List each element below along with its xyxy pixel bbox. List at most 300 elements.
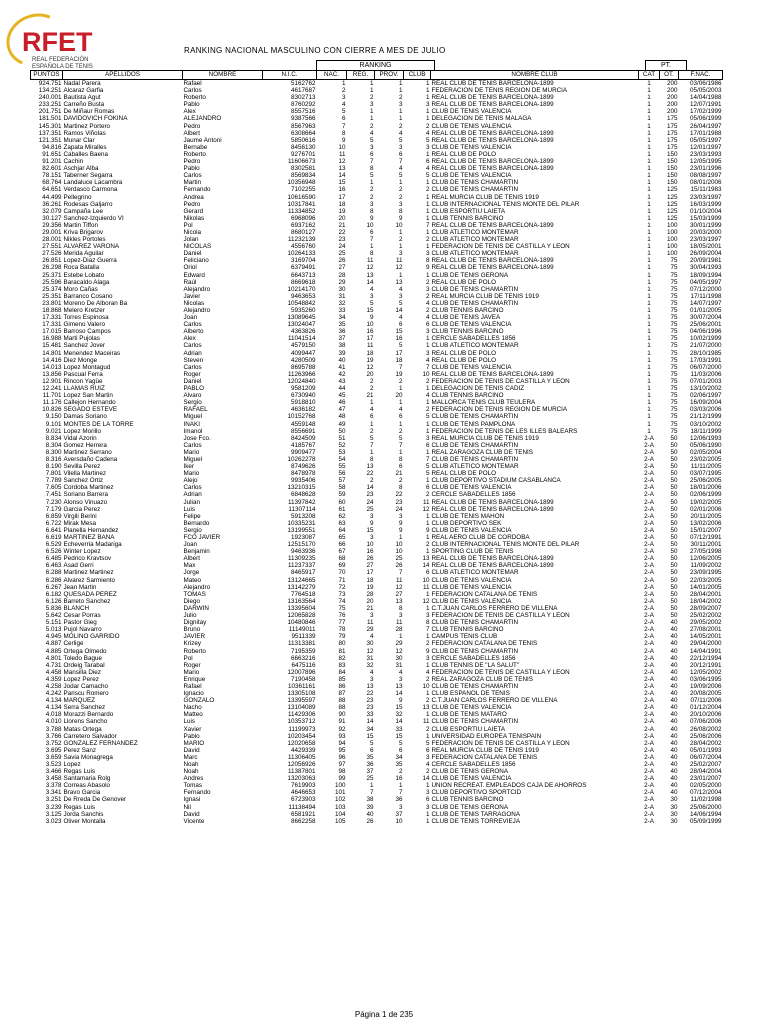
cell-club: 2 [425, 406, 430, 414]
table-row [31, 144, 723, 151]
cell-cat: 1 [647, 94, 651, 102]
cell-puntos: 82.601 [42, 165, 62, 173]
cell-puntos: 14.013 [42, 363, 62, 371]
cell-nic: 5913208 [290, 512, 316, 520]
cell-prov: 7 [398, 158, 403, 166]
cell-nac: 30 [338, 285, 346, 293]
cell-nombre-club: REAL CLUB DE TENIS BARCELONA-1899 [431, 94, 554, 102]
cell-apellidos: Barranco Cosano [63, 292, 113, 300]
cell-cat: 1 [647, 193, 651, 201]
cell-nic: 6848628 [290, 491, 316, 499]
cell-club: 2 [425, 675, 430, 683]
cell-reg: 4 [369, 285, 374, 293]
cell-cat: 1 [647, 427, 651, 435]
cell-puntos: 10.826 [42, 406, 62, 414]
cell-nombre-club: CLUB DE TENIS CHAMARTIN [431, 285, 519, 293]
cell-apellidos: De Rreda De Genover [63, 796, 127, 804]
cell-nombre: Noah [183, 761, 199, 768]
cell-nac: 66 [338, 541, 346, 549]
cell-club: 1 [425, 94, 430, 102]
cell-nic: 5850616 [290, 136, 316, 144]
cell-apellidos: Verdasco Carmona [63, 186, 118, 194]
cell-club: 8 [425, 619, 430, 627]
cell-ot: 75 [670, 278, 678, 286]
cell-puntos: 44.499 [42, 193, 62, 201]
cell-nac: 97 [338, 761, 346, 768]
cell-nombre-club: CLUB DE TENIS VALENCIA [431, 108, 512, 116]
cell-prov: 7 [398, 789, 403, 797]
cell-nombre: Benjamin [183, 548, 210, 556]
cell-ot: 75 [670, 264, 678, 272]
cell-nombre-club: CLUB DE TENIS TARRAGONA [431, 810, 521, 818]
cell-ot: 50 [670, 491, 678, 499]
cell-nac: 37 [338, 335, 346, 343]
cell-club: 6 [425, 569, 430, 577]
cell-nac: 56 [338, 470, 346, 478]
table-row [31, 690, 723, 697]
cell-apellidos: Mirak Mesa [63, 519, 97, 527]
cell-nac: 20 [338, 214, 346, 222]
table-row [31, 456, 723, 463]
cell-nac: 4 [341, 101, 346, 109]
cell-apellidos: Serra Sanchez [63, 704, 106, 712]
table-row [31, 108, 723, 115]
cell-fnac: 25/02/2007 [689, 761, 722, 768]
cell-cat: 2-A [644, 534, 654, 541]
cell-nombre: Jaume Antoni [183, 136, 222, 144]
cell-cat: 2-A [644, 612, 654, 620]
cell-ot: 40 [670, 633, 678, 641]
cell-nombre: Rafael [183, 80, 202, 87]
cell-reg: 10 [366, 221, 374, 229]
cell-club: 3 [425, 434, 430, 442]
table-row [31, 541, 723, 548]
cell-puntos: 181.501 [38, 115, 62, 123]
cell-nombre: Javier [183, 292, 201, 300]
cell-puntos: 3.378 [45, 782, 62, 790]
table-row [31, 101, 723, 108]
cell-ot: 50 [670, 441, 678, 449]
cell-club: 14 [422, 562, 430, 570]
cell-prov: 19 [395, 370, 403, 378]
cell-cat: 1 [647, 363, 651, 371]
table-row [31, 733, 723, 740]
cell-nac: 8 [341, 129, 346, 137]
cell-reg: 7 [369, 441, 374, 449]
cell-prov: 6 [398, 413, 403, 421]
ranking-group-header: RANKING [316, 60, 435, 70]
cell-puntos: 11.701 [42, 392, 62, 400]
cell-reg: 33 [366, 711, 374, 719]
table-row [31, 342, 723, 349]
cell-apellidos: Martinez Martinez [63, 569, 114, 577]
cell-reg: 3 [369, 512, 374, 520]
cell-club: 3 [425, 285, 430, 293]
cell-puntos: 6.126 [45, 597, 62, 605]
cell-puntos: 3.523 [45, 761, 62, 768]
table-row [31, 598, 723, 605]
cell-cat: 1 [647, 285, 651, 293]
table-row [31, 463, 723, 470]
cell-ot: 125 [666, 200, 678, 208]
cell-nac: 29 [338, 278, 346, 286]
cell-nombre-club: REAL MURCIA CLUB DE TENIS 1919 [431, 292, 539, 300]
cell-prov: 2 [398, 186, 403, 194]
cell-club: 5 [425, 136, 430, 144]
cell-nombre: David [183, 810, 200, 818]
cell-puntos: 17.331 [42, 314, 62, 322]
cell-ot: 50 [670, 604, 678, 612]
cell-cat: 1 [647, 143, 651, 151]
cell-apellidos: Echeverria Madariga [63, 541, 122, 549]
cell-nac: 62 [338, 512, 346, 520]
cell-nic: 8760292 [290, 101, 316, 109]
cell-nombre: Nicolas [183, 299, 205, 307]
cell-nac: 79 [338, 633, 346, 641]
cell-ot: 175 [666, 129, 678, 137]
cell-nombre-club: FEDERACION DE TENIS DE CASTILLA Y LEON [431, 243, 570, 251]
table-row [31, 179, 723, 186]
table-row [31, 215, 723, 222]
table-row [31, 775, 723, 782]
cell-cat: 2-A [644, 810, 654, 818]
cell-nac: 32 [338, 299, 346, 307]
cell-fnac: 29/05/2002 [689, 619, 722, 627]
cell-nombre: Roger [183, 370, 201, 378]
cell-nombre: Jorge [183, 569, 200, 577]
cell-nombre: Sergio [183, 399, 202, 407]
cell-nombre-club: CLUB DE TENIS VALENCIA [431, 597, 512, 605]
cell-cat: 1 [647, 150, 651, 158]
cell-cat: 2-A [644, 597, 654, 605]
cell-ot: 150 [666, 150, 678, 158]
cell-fnac: 20/10/2006 [689, 711, 722, 719]
table-row [31, 442, 723, 449]
cell-cat: 2-A [644, 434, 654, 442]
cell-ot: 200 [666, 80, 678, 87]
cell-nac: 55 [338, 463, 346, 471]
cell-prov: 4 [398, 285, 403, 293]
cell-club: 1 [425, 817, 430, 825]
cell-cat: 2-A [644, 782, 654, 790]
cell-fnac: 05/09/1999 [689, 817, 722, 825]
cell-fnac: 18/11/1999 [690, 427, 722, 435]
cell-nac: 48 [338, 413, 346, 421]
cell-apellidos: Barreto Sanchez [63, 597, 111, 605]
cell-nombre: Felipe [183, 512, 201, 520]
cell-club: 2 [425, 491, 430, 499]
cell-fnac: 05/06/1999 [689, 115, 722, 123]
cell-fnac: 02/06/1997 [689, 392, 722, 400]
cell-apellidos: Lopez Morillo [63, 427, 101, 435]
cell-prov: 1 [398, 420, 403, 428]
cell-fnac: 25/06/2000 [689, 803, 722, 811]
cell-puntos: 6.526 [45, 548, 62, 556]
cell-nombre-club: REAL CLUB DE TENIS BARCELONA-1899 [431, 498, 554, 506]
cell-club: 1 [425, 711, 430, 719]
cell-reg: 39 [366, 803, 374, 811]
cell-nac: 13 [338, 165, 346, 173]
cell-club: 3 [425, 789, 430, 797]
cell-nac: 17 [338, 193, 346, 201]
cell-nombre-club: DELEGACION DE TENIS CADIZ [431, 385, 525, 393]
cell-nic: 11397842 [287, 498, 316, 506]
col-header-fnac: F.NAC. [679, 71, 723, 80]
cell-nombre-club: REAL CLUB DE TENIS BARCELONA-1899 [431, 555, 554, 563]
cell-club: 6 [425, 796, 430, 804]
cell-prov: 9 [398, 526, 403, 534]
cell-club: 13 [422, 555, 430, 563]
cell-cat: 1 [647, 328, 651, 336]
cell-cat: 2-A [644, 441, 654, 449]
cell-nic: 4646653 [290, 789, 316, 797]
cell-apellidos: Merida Aguilar [63, 250, 104, 258]
cell-nombre: Mateo [183, 576, 202, 584]
cell-nombre-club: FEDERACION DE TENIS REGION DE MURCIA [431, 406, 568, 414]
cell-puntos: 7.789 [45, 477, 62, 485]
cell-cat: 2-A [644, 739, 654, 747]
cell-apellidos: Alcaraz Garfia [63, 87, 104, 95]
cell-fnac: 07/06/2006 [689, 718, 722, 726]
cell-club: 1 [425, 179, 430, 187]
cell-prov: 9 [398, 697, 403, 705]
cell-nombre-club: REAL CLUB DE TENIS BARCELONA-1899 [431, 136, 554, 144]
cell-nac: 23 [338, 236, 346, 244]
cell-nic: 10361161 [287, 682, 316, 690]
cell-nombre-club: CLUB DE TENIS CHAMARTIN [431, 718, 519, 726]
page-title: RANKING NACIONAL MASCULINO CON CIERRE A MES DE JULIO [184, 46, 446, 55]
cell-nombre-club: FEDERACION DE TENIS DE CASTILLA Y LEON [431, 377, 570, 385]
cell-nac: 21 [338, 221, 346, 229]
cell-fnac: 26/04/1997 [689, 122, 722, 130]
table-row [31, 428, 723, 435]
cell-puntos: 25.596 [42, 278, 62, 286]
cell-reg: 1 [369, 243, 374, 251]
cell-ot: 40 [670, 753, 678, 761]
cell-fnac: 01/10/2004 [689, 207, 722, 215]
cell-nombre-club: CLUB ATLETICO MONTEMAR [431, 236, 519, 244]
ranking-table [30, 70, 723, 825]
cell-apellidos: Pellegrino [63, 193, 92, 201]
cell-nombre-club: CLUB DE TENIS JAVEA [431, 314, 501, 322]
cell-nic: 4579150 [290, 342, 316, 350]
cell-fnac: 28/04/2001 [689, 590, 722, 598]
cell-club: 4 [425, 129, 430, 137]
cell-nic: 11149011 [288, 626, 316, 634]
cell-cat: 2-A [644, 718, 654, 726]
cell-ot: 40 [670, 704, 678, 712]
cell-reg: 37 [366, 768, 374, 776]
cell-nombre: Raúl [183, 278, 197, 286]
table-row [31, 300, 723, 307]
cell-puntos: 5.836 [45, 604, 62, 612]
cell-apellidos: Sanchez Jover [63, 342, 106, 350]
cell-fnac: 23/03/1993 [689, 150, 722, 158]
cell-nic: 11309235 [287, 555, 316, 563]
cell-apellidos: De Miñaur Romas [63, 108, 115, 116]
cell-apellidos: MARTINEZ BAÑA [63, 534, 115, 541]
cell-ot: 40 [670, 782, 678, 790]
cell-cat: 2-A [644, 640, 654, 648]
cell-nac: 69 [338, 562, 346, 570]
cell-nombre-club: CLUB DE TENIS CHAMARTIN [431, 441, 519, 449]
cell-puntos: 201.751 [38, 108, 62, 116]
cell-nic: 10317841 [287, 200, 316, 208]
cell-fnac: 17/02/1999 [689, 108, 722, 116]
cell-apellidos: Virgili Berini [63, 512, 97, 520]
cell-prov: 2 [398, 236, 403, 244]
cell-club: 6 [425, 158, 430, 166]
cell-reg: 23 [366, 491, 374, 499]
cell-puntos: 26.851 [42, 257, 62, 265]
cell-puntos: 8.304 [45, 441, 62, 449]
cell-reg: 34 [366, 725, 374, 733]
cell-puntos: 78.151 [42, 172, 62, 180]
cell-nombre: Daniel [183, 377, 202, 385]
cell-ot: 40 [670, 640, 678, 648]
cell-nombre: Andres [183, 775, 204, 783]
cell-ot: 50 [670, 512, 678, 520]
table-row [31, 655, 723, 662]
cell-nac: 3 [341, 94, 346, 102]
cell-puntos: 17.331 [42, 321, 62, 329]
cell-fnac: 21/07/2000 [689, 342, 722, 350]
cell-fnac: 12/01/1997 [689, 143, 722, 151]
cell-club: 4 [425, 668, 430, 676]
cell-nac: 7 [341, 122, 346, 130]
cell-prov: 33 [395, 725, 403, 733]
cell-ot: 40 [670, 619, 678, 627]
cell-apellidos: Lopez San Martin [63, 392, 113, 400]
table-row [31, 194, 723, 201]
cell-club: 1 [425, 399, 430, 407]
table-row [31, 449, 723, 456]
cell-cat: 2-A [644, 470, 654, 478]
cell-prov: 5 [398, 172, 403, 180]
cell-nombre-club: CLUB DE TENIS GERONA [431, 271, 509, 279]
cell-puntos: 4.018 [45, 711, 62, 719]
cell-puntos: 8.834 [45, 434, 62, 442]
cell-reg: 13 [366, 463, 374, 471]
cell-apellidos: Pariscu Romero [63, 690, 109, 698]
cell-nac: 19 [338, 207, 346, 215]
cell-prov: 3 [398, 200, 403, 208]
cell-nac: 44 [338, 385, 346, 393]
cell-club: 1 [425, 810, 430, 818]
cell-nac: 84 [338, 668, 346, 676]
cell-ot: 200 [666, 94, 678, 102]
cell-nic: 10335231 [287, 519, 316, 527]
cell-nombre-club: CLUB ATLETICO MONTEMAR [431, 569, 519, 577]
cell-prov: 1 [398, 243, 403, 251]
cell-nic: 11237337 [287, 562, 316, 570]
cell-club: 1 [425, 782, 430, 790]
cell-reg: 6 [369, 746, 374, 754]
cell-prov: 5 [398, 299, 403, 307]
cell-nac: 87 [338, 690, 346, 698]
cell-fnac: 11/03/2006 [690, 370, 722, 378]
cell-club: 11 [422, 583, 430, 591]
cell-ot: 75 [670, 370, 678, 378]
cell-nombre: Tomas [183, 782, 203, 790]
cell-reg: 13 [366, 682, 374, 690]
logo-subtitle [32, 57, 93, 70]
cell-ot: 75 [670, 314, 678, 322]
cell-reg: 3 [369, 612, 374, 620]
cell-nac: 65 [338, 534, 346, 541]
cell-nombre: Nil [183, 803, 191, 811]
cell-ot: 50 [670, 612, 678, 620]
table-row [31, 796, 723, 803]
cell-nombre-club: REAL CLUB DE TENIS BARCELONA-1899 [431, 165, 554, 173]
cell-nic: 12065828 [287, 612, 316, 620]
cell-prov: 16 [395, 775, 403, 783]
cell-prov: 36 [395, 796, 403, 804]
cell-club: 2 [425, 377, 430, 385]
cell-cat: 2-A [644, 590, 654, 598]
cell-reg: 28 [366, 590, 374, 598]
cell-prov: 1 [398, 87, 403, 95]
cell-ot: 50 [670, 569, 678, 577]
cell-ot: 75 [670, 307, 678, 314]
cell-fnac: 30/01/1999 [689, 221, 722, 229]
cell-nombre: Vicente [183, 817, 205, 825]
cell-club: 2 [425, 640, 430, 648]
cell-fnac: 13/10/2002 [689, 385, 722, 393]
cell-club: 1 [425, 214, 430, 222]
cell-cat: 2-A [644, 796, 654, 804]
cell-nac: 98 [338, 768, 346, 776]
cell-cat: 1 [647, 370, 651, 378]
cell-puntos: 68.764 [42, 179, 62, 187]
cell-puntos: 13.856 [42, 370, 62, 378]
cell-nombre: TOMAS [183, 590, 206, 598]
cell-puntos: 7.230 [45, 498, 62, 506]
cell-club: 4 [425, 165, 430, 173]
cell-apellidos: Martin Tiffon [63, 221, 99, 229]
cell-fnac: 07/11/2006 [690, 697, 722, 705]
cell-club: 9 [425, 647, 430, 655]
cell-nac: 33 [338, 307, 346, 314]
cell-prov: 8 [398, 604, 403, 612]
cell-nombre-club: CLUB ESPAÑOL DE TENIS [431, 690, 510, 698]
cell-prov: 1 [398, 228, 403, 236]
table-row [31, 577, 723, 584]
cell-prov: 3 [398, 512, 403, 520]
cell-fnac: 12/06/1993 [689, 434, 722, 442]
cell-nic: 9909477 [290, 448, 316, 456]
cell-nac: 88 [338, 697, 346, 705]
cell-apellidos: Garcia Perez [63, 505, 101, 513]
cell-cat: 2-A [644, 619, 654, 627]
cell-nic: 9581209 [290, 385, 316, 393]
cell-apellidos: Lopez Perez [63, 675, 99, 683]
table-row [31, 491, 723, 498]
cell-club: 2 [425, 122, 430, 130]
cell-reg: 2 [369, 193, 374, 201]
cell-nombre-club: CLUB TENNIS BARCINO [431, 626, 504, 634]
cell-nic: 7190458 [290, 675, 316, 683]
cell-nombre-club: CERCLE SABADELLES 1856 [431, 335, 516, 343]
cell-fnac: 07/12/2000 [689, 285, 722, 293]
cell-nombre: Steven [183, 356, 204, 364]
cell-reg: 22 [366, 690, 374, 698]
cell-nombre: Andrea [183, 193, 204, 201]
cell-nac: 39 [338, 349, 346, 357]
cell-reg: 20 [366, 597, 374, 605]
cell-prov: 1 [398, 179, 403, 187]
cell-nic: 10203454 [287, 732, 316, 740]
